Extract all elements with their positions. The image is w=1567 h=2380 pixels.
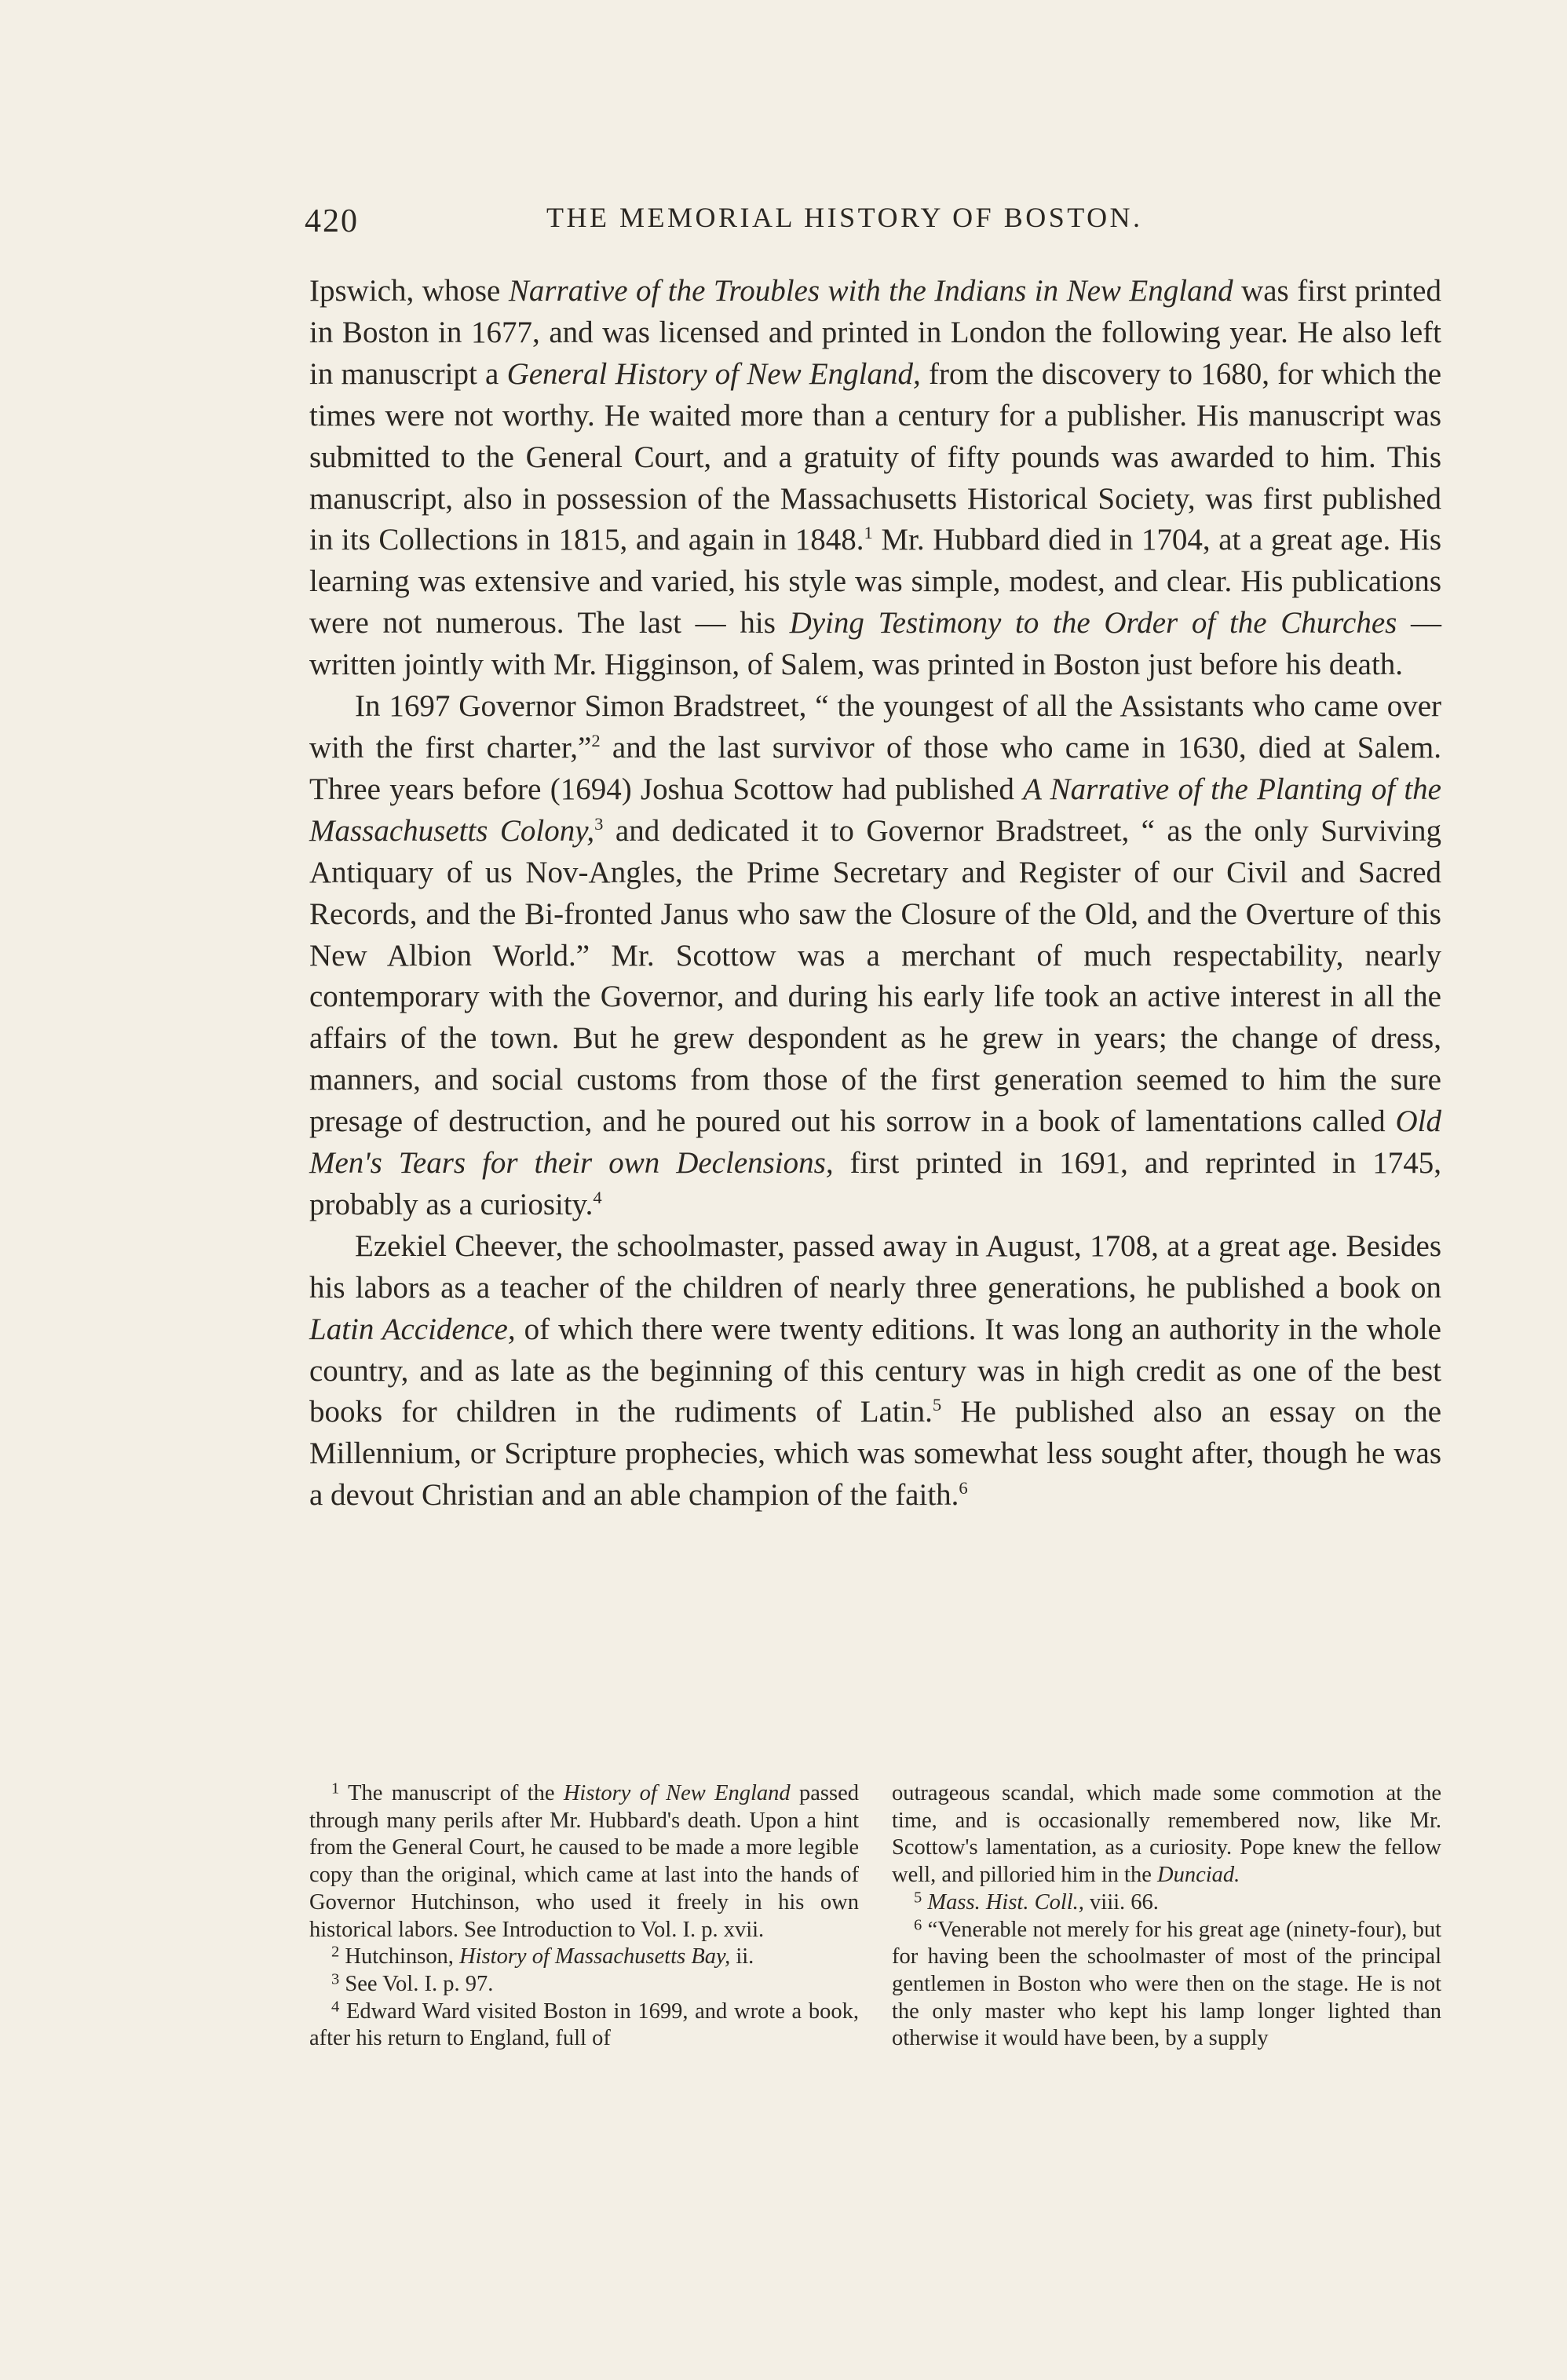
running-title: THE MEMORIAL HISTORY OF BOSTON.: [546, 202, 1143, 233]
text-run: Hutchinson,: [339, 1944, 460, 1969]
text-run: Mr. Hubbard died in 1704, at a great age. His learning was extensive and varied, his style was simple, modest, and clear. His publications were not numerous. The last — his: [309, 523, 1442, 641]
footnote-4-continued: [892, 1780, 1441, 1889]
footnote-2: [309, 1944, 859, 1971]
footnote-number: 5: [914, 1889, 922, 1907]
italic-title: A Narrative of the Planting of the Massachusetts Colony,: [309, 772, 1441, 848]
text-run: first printed in 1691, and reprinted in 1745, probably as a curiosity.: [309, 1146, 1441, 1221]
paragraph-bradstreet: [309, 686, 1441, 1226]
text-run: and the last survivor of those who came in 1630, died at Salem. Three years before (1694) Joshua Scottow had published: [309, 730, 1441, 806]
text-run: Edward Ward visited Boston in 1699, and wrote a book, after his return to England, full of: [309, 1999, 859, 2051]
text-run: See Vol. I. p. 97.: [339, 1971, 494, 1996]
text-run: — written jointly with Mr. Higginson, of Salem, was printed in Boston just before his death.: [309, 606, 1441, 682]
text-run: from the discovery to 1680, for which the times were not worthy. He waited more than a century for a publisher. His manuscript was submitted to the General Court, and a gratuity of fifty pounds was awarded to him. This manuscript, also in possession of the Massachusetts Historical Society, was first published in its Collections in 1815, and again in 1848.: [309, 356, 1441, 557]
text-run: of which there were twenty editions. It was long an authority in the whole country, and as late as the beginning of this century was in high credit as one of the best books for children in the rudiments of Latin.: [309, 1312, 1441, 1429]
footnote-number: 3: [331, 1970, 340, 1988]
italic-title: Latin Accidence,: [309, 1312, 516, 1346]
footnote-ref: 6: [959, 1478, 968, 1498]
italic-title: History of New England: [563, 1781, 791, 1805]
main-text: [309, 271, 1441, 1517]
text-run: “Venerable not merely for his great age (ninety-four), but for having been the schoolmaster of most of the principal gentlemen in Boston who were then on the stage. He is not the only master who kept his lamp longer lighted than otherwise it would have been, by a supply: [892, 1917, 1441, 2051]
text-run: ii.: [730, 1944, 754, 1969]
footnote-number: 1: [331, 1780, 340, 1798]
text-run: was first printed in Boston in 1677, and was licensed and printed in London the following year. He also left in manuscript a: [309, 274, 1441, 391]
footnote-ref: 2: [591, 730, 601, 750]
footnote-5: [892, 1889, 1441, 1917]
text-run: passed through many perils after Mr. Hubbard's death. Upon a hint from the General Court, he caused to be made a more legible copy than the original, which came at last into the hands of Governor Hutchinson, who used it freely in his own historical labors. See Introduction to Vol. I. p. xvii.: [309, 1781, 859, 1942]
text-run: In 1697 Governor Simon Bradstreet, “ the youngest of all the Assistants who came over with the first charter,”: [309, 689, 1441, 765]
footnote-ref: 1: [864, 523, 873, 543]
italic-title: Dying Testimony to the Order of the Churches: [789, 606, 1397, 641]
footnote-ref: 5: [932, 1395, 942, 1415]
text-run: and dedicated it to Governor Bradstreet, “ as the only Surviving Antiquary of us Nov-Angles, the Prime Secretary and Register of our Civil and Sacred Records, and the Bi-fronted Janus who saw the Closure of the Old, and the Overture of this New Albion World.” Mr. Scottow was a merchant of much respectability, nearly contemporary with the Governor, and during his early life took an active interest in all the affairs of the town. But he grew despondent as he grew in years; the change of dress, manners, and social customs from those of the first generation seemed to him the sure presage of destruction, and he poured out his sorrow in a book of lamentations called: [309, 813, 1441, 1139]
footnote-3: [309, 1971, 859, 1999]
footnote-1: [309, 1780, 859, 1944]
text-run: Ipswich, whose: [309, 274, 509, 308]
footnote-6: [892, 1917, 1441, 2053]
italic-title: General History of New England,: [506, 356, 921, 391]
footnote-number: 2: [331, 1943, 340, 1961]
italic-title: Narrative of the Troubles with the Indians in New England: [508, 274, 1233, 308]
footnote-4: [309, 1999, 859, 2053]
italic-title: Dunciad.: [1156, 1863, 1240, 1888]
footnote-number: 6: [914, 1915, 922, 1933]
footnote-ref: 4: [593, 1187, 602, 1207]
paragraph-hubbard: [309, 271, 1441, 686]
footnotes: [309, 1780, 1441, 2053]
footnote-ref: 3: [594, 813, 604, 834]
paragraph-cheever: [309, 1226, 1441, 1517]
italic-title: Old Men's Tears for their own Declensions,: [309, 1104, 1441, 1181]
text-run: viii. 66.: [1083, 1889, 1159, 1915]
text-run: He published also an essay on the Millennium, or Scripture prophecies, which was somewhat less sought after, though he was a devout Christian and an able champion of the faith.: [309, 1395, 1442, 1513]
footnote-column-right: [892, 1780, 1441, 2053]
page-number: 420: [305, 203, 359, 239]
text-run: Ezekiel Cheever, the schoolmaster, passed away in August, 1708, at a great age. Besides his labors as a teacher of the children of nearly three generations, he published a book on: [309, 1228, 1441, 1305]
footnote-number: 4: [331, 1998, 340, 2016]
page-header: [305, 196, 1445, 243]
italic-title: Mass. Hist. Coll.,: [927, 1889, 1084, 1915]
text-run: The manuscript of the: [339, 1781, 564, 1805]
italic-title: History of Massachusetts Bay,: [459, 1944, 731, 1969]
text-run: outrageous scandal, which made some commotion at the time, and is occasionally remembered now, like Mr. Scottow's lamentation, as a curiosity. Pope knew the fellow well, and pilloried him in the: [892, 1781, 1441, 1888]
footnote-column-left: [309, 1780, 859, 2053]
